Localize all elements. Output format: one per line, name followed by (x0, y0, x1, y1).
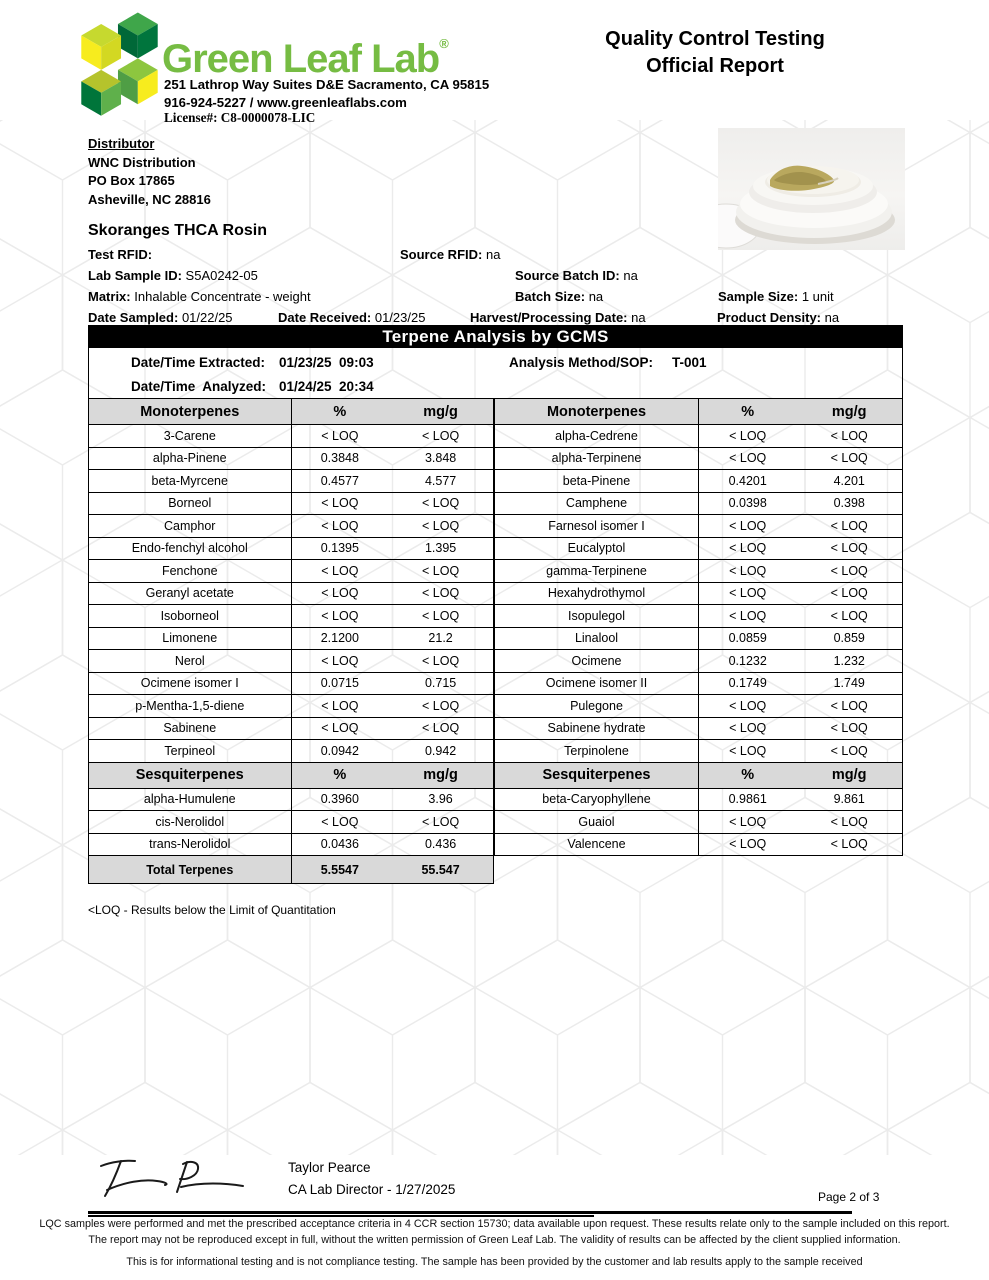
mgg-value: < LOQ (796, 515, 902, 538)
analyzed-value: 01/24/25 20:34 (279, 379, 374, 394)
percent-value: 0.1232 (699, 650, 797, 673)
percent-value: 0.3848 (291, 447, 388, 470)
percent-value: < LOQ (291, 560, 388, 583)
table-row (89, 695, 494, 718)
mgg-value: 0.398 (796, 492, 902, 515)
percent-value: 0.4201 (699, 470, 797, 493)
test-rfid-label: Test RFID: (88, 247, 153, 262)
column-header-percent: % (291, 399, 388, 425)
mgg-value: 0.715 (388, 672, 493, 695)
footer-disclaimer-2: The report may not be reproduced except in full, without the written permission of Green Leaf Lab. The validity of results can be affected by the client supplied information. (88, 1234, 901, 1246)
percent-value: < LOQ (291, 425, 388, 448)
table-row (89, 627, 494, 650)
terpene-name: Camphene (495, 492, 699, 515)
terpene-name: Camphor (89, 515, 292, 538)
extracted-value: 01/23/25 09:03 (279, 355, 374, 370)
percent-value: < LOQ (291, 582, 388, 605)
percent-value: 0.1749 (699, 672, 797, 695)
distributor-name: WNC Distribution (88, 154, 196, 170)
percent-value: 0.0436 (291, 833, 388, 856)
mgg-value: < LOQ (388, 695, 493, 718)
mgg-value: < LOQ (796, 560, 902, 583)
percent-value: < LOQ (699, 515, 797, 538)
footer-disclaimer-1: LQC samples were performed and met the prescribed acceptance criteria in 4 CCR section 15730; data available upon request. These results relate only to the sample included on this report. (39, 1218, 950, 1230)
table-row (495, 560, 903, 583)
table-row (89, 717, 494, 740)
loq-footnote: <LOQ - Results below the Limit of Quantitation (88, 903, 336, 917)
brand-name: Green Leaf Lab® (162, 36, 448, 81)
mgg-value: < LOQ (388, 582, 493, 605)
date-sampled: Date Sampled: 01/22/25 (88, 310, 233, 325)
total-terpenes-label: Total Terpenes (89, 856, 292, 884)
column-header-mgg: mg/g (796, 762, 902, 788)
table-row (89, 811, 494, 834)
mgg-value: 4.201 (796, 470, 902, 493)
table-row (89, 425, 494, 448)
signer-title-date: CA Lab Director - 1/27/2025 (288, 1182, 456, 1197)
lab-phone-web: 916-924-5227 / www.greenleaflabs.com (164, 95, 407, 110)
terpene-name: Linalool (495, 627, 699, 650)
terpene-name: Eucalyptol (495, 537, 699, 560)
terpene-name: Ocimene isomer I (89, 672, 292, 695)
harvest-date: Harvest/Processing Date: na (470, 310, 646, 325)
lab-sample-id-value: S5A0242-05 (185, 268, 258, 283)
terpene-name: 3-Carene (89, 425, 292, 448)
analysis-dates-block (88, 348, 903, 398)
method-value: T-001 (672, 355, 707, 370)
product-photo (718, 128, 905, 250)
mgg-value: 1.749 (796, 672, 902, 695)
extracted-label: Date/Time Extracted: (131, 355, 266, 370)
mgg-value: < LOQ (388, 515, 493, 538)
mgg-value: < LOQ (796, 740, 902, 763)
table-row (89, 515, 494, 538)
table-row (89, 672, 494, 695)
mgg-value: 9.861 (796, 788, 902, 811)
table-row (495, 672, 903, 695)
percent-value: < LOQ (291, 811, 388, 834)
product-density: Product Density: na (717, 310, 840, 325)
mgg-value: < LOQ (796, 582, 902, 605)
sesquiterpenes-header-row (89, 762, 494, 788)
mgg-value: < LOQ (796, 811, 902, 834)
table-row (495, 788, 903, 811)
terpene-name: Ocimene (495, 650, 699, 673)
method-label: Analysis Method/SOP: (509, 355, 654, 370)
column-header-mgg: mg/g (388, 399, 493, 425)
table-row (89, 833, 494, 856)
mgg-value: < LOQ (796, 537, 902, 560)
percent-value: < LOQ (699, 560, 797, 583)
source-rfid: Source RFID: na (400, 247, 501, 262)
terpene-name: Sabinene (89, 717, 292, 740)
percent-value: 0.1395 (291, 537, 388, 560)
total-terpenes-row (89, 856, 494, 884)
percent-value: < LOQ (291, 695, 388, 718)
table-row (495, 470, 903, 493)
product-name: Skoranges THCA Rosin (88, 222, 267, 239)
mgg-value: 3.96 (388, 788, 493, 811)
column-header-sesquiterpenes: Sesquiterpenes (495, 762, 699, 788)
mgg-value: < LOQ (388, 811, 493, 834)
batch-size: Batch Size: na (515, 289, 604, 304)
sesquiterpenes-header-row (495, 762, 903, 788)
table-row (89, 560, 494, 583)
terpene-name: Valencene (495, 833, 699, 856)
table-row (495, 537, 903, 560)
total-terpenes-mgg: 55.547 (388, 856, 493, 884)
table-row (495, 627, 903, 650)
mgg-value: 0.859 (796, 627, 902, 650)
terpene-name: Ocimene isomer II (495, 672, 699, 695)
table-row (495, 811, 903, 834)
percent-value: < LOQ (699, 537, 797, 560)
terpene-name: beta-Myrcene (89, 470, 292, 493)
terpene-name: Endo-fenchyl alcohol (89, 537, 292, 560)
mgg-value: 21.2 (388, 627, 493, 650)
table-row (495, 833, 903, 856)
mgg-value: < LOQ (388, 560, 493, 583)
mgg-value: < LOQ (796, 695, 902, 718)
section-banner: Terpene Analysis by GCMS (88, 325, 903, 348)
terpene-name: alpha-Pinene (89, 447, 292, 470)
distributor-address1: PO Box 17865 (88, 173, 175, 188)
product-density-value: na (824, 310, 840, 325)
table-row (495, 695, 903, 718)
terpene-name: Sabinene hydrate (495, 717, 699, 740)
mgg-value: < LOQ (388, 492, 493, 515)
percent-value: 0.3960 (291, 788, 388, 811)
table-row (89, 788, 494, 811)
terpene-name: Terpineol (89, 740, 292, 763)
terpene-name: trans-Nerolidol (89, 833, 292, 856)
percent-value: 0.4577 (291, 470, 388, 493)
table-row (495, 650, 903, 673)
report-title (520, 26, 910, 80)
signature-image (95, 1152, 280, 1210)
table-row (495, 605, 903, 628)
date-sampled-value: 01/22/25 (181, 310, 233, 325)
page-number: Page 2 of 3 (818, 1190, 880, 1204)
mgg-value: < LOQ (388, 425, 493, 448)
mgg-value: 1.395 (388, 537, 493, 560)
table-row (89, 470, 494, 493)
percent-value: < LOQ (291, 492, 388, 515)
percent-value: < LOQ (699, 582, 797, 605)
column-header-mgg: mg/g (388, 762, 493, 788)
percent-value: < LOQ (699, 425, 797, 448)
mgg-value: < LOQ (796, 447, 902, 470)
total-terpenes-percent: 5.5547 (291, 856, 388, 884)
terpene-name: Nerol (89, 650, 292, 673)
batch-size-value: na (588, 289, 604, 304)
table-row (495, 582, 903, 605)
terpene-name: Fenchone (89, 560, 292, 583)
table-row (89, 650, 494, 673)
terpene-name: beta-Caryophyllene (495, 788, 699, 811)
footer-rule-short (88, 1215, 594, 1217)
report-title-line1: Quality Control Testing (605, 28, 825, 50)
percent-value: 0.0859 (699, 627, 797, 650)
greenleaf-logo-icon (77, 11, 162, 118)
terpene-name: cis-Nerolidol (89, 811, 292, 834)
percent-value: 2.1200 (291, 627, 388, 650)
percent-value: < LOQ (291, 717, 388, 740)
matrix: Matrix: Inhalable Concentrate - weight (88, 289, 311, 304)
monoterpenes-header-row (89, 399, 494, 425)
terpene-name: Isopulegol (495, 605, 699, 628)
registered-mark: ® (439, 36, 448, 51)
footer-disclaimer-3: This is for informational testing and is not compliance testing. The sample has been provided by the customer and lab results apply to the sample received (126, 1256, 863, 1268)
date-received: Date Received: 01/23/25 (278, 310, 426, 325)
mgg-value: 4.577 (388, 470, 493, 493)
sample-size-value: 1 unit (801, 289, 834, 304)
column-header-percent: % (291, 762, 388, 788)
mgg-value: 3.848 (388, 447, 493, 470)
lab-sample-id: Lab Sample ID: S5A0242-05 (88, 268, 258, 283)
column-header-percent: % (699, 762, 797, 788)
mgg-value: < LOQ (388, 717, 493, 740)
terpene-name: Pulegone (495, 695, 699, 718)
sample-size: Sample Size: 1 unit (718, 289, 834, 304)
source-batch-id-value: na (623, 268, 638, 283)
lab-address: 251 Lathrop Way Suites D&E Sacramento, CA 95815 (164, 77, 490, 92)
percent-value: 0.0942 (291, 740, 388, 763)
table-row (495, 492, 903, 515)
terpene-name: alpha-Terpinene (495, 447, 699, 470)
distributor-address2: Asheville, NC 28816 (88, 191, 211, 207)
mgg-value: < LOQ (796, 425, 902, 448)
terpene-table-right (494, 398, 903, 856)
percent-value: < LOQ (291, 515, 388, 538)
column-header-percent: % (699, 399, 797, 425)
mgg-value: < LOQ (796, 717, 902, 740)
table-row (89, 605, 494, 628)
table-row (495, 717, 903, 740)
signer-name: Taylor Pearce (288, 1160, 371, 1175)
terpene-table-left (88, 398, 494, 884)
percent-value: < LOQ (291, 650, 388, 673)
percent-value: < LOQ (699, 811, 797, 834)
distributor-label: Distributor (88, 136, 155, 151)
table-row (89, 537, 494, 560)
footer-rule-long (88, 1211, 852, 1214)
lab-license: License#: C8-0000078-LIC (164, 110, 316, 125)
mgg-value: < LOQ (388, 605, 493, 628)
terpene-name: Geranyl acetate (89, 582, 292, 605)
terpene-name: Farnesol isomer I (495, 515, 699, 538)
table-row (89, 492, 494, 515)
percent-value: < LOQ (699, 717, 797, 740)
percent-value: < LOQ (699, 695, 797, 718)
mgg-value: 0.436 (388, 833, 493, 856)
percent-value: < LOQ (291, 605, 388, 628)
column-header-sesquiterpenes: Sesquiterpenes (89, 762, 292, 788)
percent-value: < LOQ (699, 605, 797, 628)
date-received-value: 01/23/25 (374, 310, 426, 325)
percent-value: 0.0398 (699, 492, 797, 515)
matrix-value: Inhalable Concentrate - weight (134, 289, 311, 304)
analyzed-label: Date/Time Analyzed: (131, 379, 267, 394)
terpene-name: Isoborneol (89, 605, 292, 628)
terpene-name: Terpinolene (495, 740, 699, 763)
table-row (89, 447, 494, 470)
mgg-value: < LOQ (388, 650, 493, 673)
terpene-name: p-Mentha-1,5-diene (89, 695, 292, 718)
terpene-name: Guaiol (495, 811, 699, 834)
terpene-name: alpha-Cedrene (495, 425, 699, 448)
column-header-monoterpenes: Monoterpenes (495, 399, 699, 425)
mgg-value: 0.942 (388, 740, 493, 763)
terpene-name: Borneol (89, 492, 292, 515)
terpene-name: Limonene (89, 627, 292, 650)
percent-value: 0.9861 (699, 788, 797, 811)
column-header-monoterpenes: Monoterpenes (89, 399, 292, 425)
terpene-name: alpha-Humulene (89, 788, 292, 811)
terpene-name: beta-Pinene (495, 470, 699, 493)
terpene-name: gamma-Terpinene (495, 560, 699, 583)
monoterpenes-header-row (495, 399, 903, 425)
terpene-name: Hexahydrothymol (495, 582, 699, 605)
percent-value: < LOQ (699, 740, 797, 763)
table-row (89, 582, 494, 605)
source-batch-id: Source Batch ID: na (515, 268, 638, 283)
table-row (495, 740, 903, 763)
table-row (495, 447, 903, 470)
rosin-jar-image (718, 128, 905, 250)
mgg-value: < LOQ (796, 605, 902, 628)
table-row (495, 515, 903, 538)
mgg-value: < LOQ (796, 833, 902, 856)
distributor-block (88, 135, 211, 209)
table-row (89, 740, 494, 763)
percent-value: 0.0715 (291, 672, 388, 695)
percent-value: < LOQ (699, 833, 797, 856)
mgg-value: 1.232 (796, 650, 902, 673)
percent-value: < LOQ (699, 447, 797, 470)
column-header-mgg: mg/g (796, 399, 902, 425)
table-row (495, 425, 903, 448)
report-title-line2: Official Report (646, 55, 784, 77)
harvest-date-value: na (631, 310, 646, 325)
